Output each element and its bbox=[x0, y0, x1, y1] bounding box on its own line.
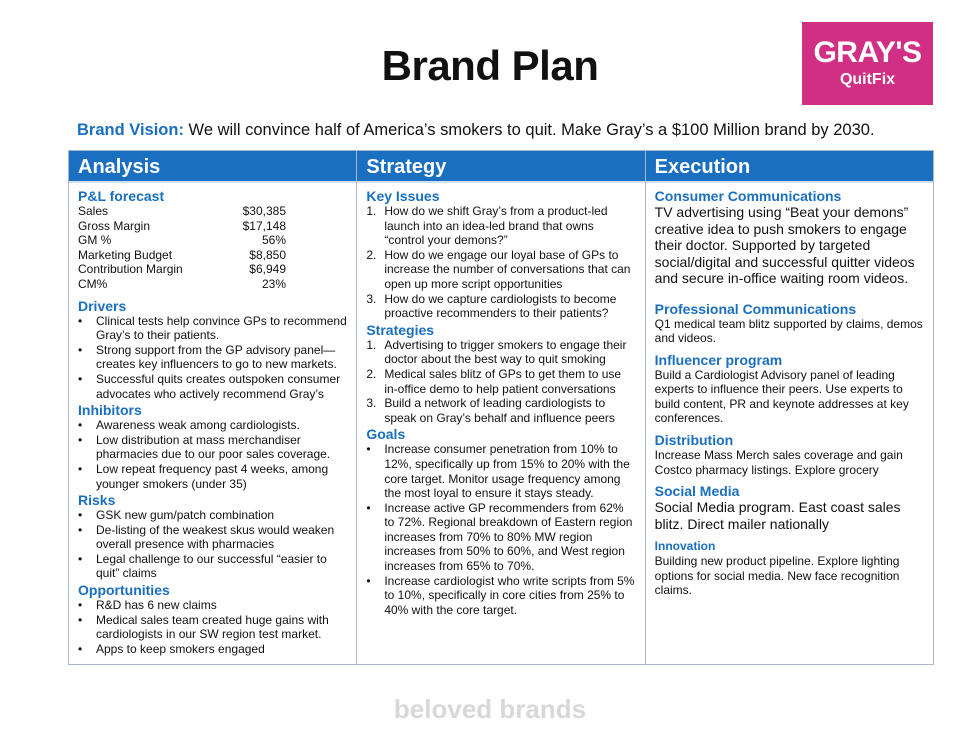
brand-vision-label: Brand Vision: bbox=[77, 121, 184, 139]
execution-heading: Professional Communications bbox=[654, 300, 857, 317]
execution-heading: Distribution bbox=[654, 432, 734, 449]
list-item bbox=[366, 248, 635, 292]
pl-row bbox=[78, 277, 347, 292]
item-number: 1. bbox=[366, 204, 377, 218]
logo-sub: QuitFix bbox=[839, 71, 896, 88]
goals-heading: Goals bbox=[366, 426, 406, 443]
page-title: Brand Plan bbox=[381, 42, 599, 89]
list-item bbox=[366, 442, 635, 500]
list-item bbox=[78, 552, 347, 581]
pl-row bbox=[78, 248, 347, 263]
pl-label: Sales bbox=[78, 204, 109, 218]
list-item-text: How do we engage our loyal base of GPs to increase the number of conversations that can open up more script opportunities bbox=[384, 247, 631, 291]
pl-row bbox=[78, 204, 347, 219]
list-item-text: Increase cardiologist who write scripts from 5% to 10%, specifically in core cities from 25% to 40% with the core target. bbox=[384, 573, 635, 617]
inhibitors-list bbox=[78, 418, 347, 491]
list-item-text: How do we capture cardiologists to become proactive recommenders to their patients? bbox=[384, 291, 617, 321]
pl-row bbox=[78, 233, 347, 248]
strategies-heading: Strategies bbox=[366, 321, 435, 338]
list-item-text: Low repeat frequency past 4 weeks, among younger smokers (under 35) bbox=[96, 461, 329, 491]
opportunities-heading: Opportunities bbox=[78, 582, 170, 599]
execution-heading: Innovation bbox=[654, 539, 716, 554]
list-item bbox=[78, 372, 347, 401]
pl-label: Contribution Margin bbox=[78, 262, 183, 277]
execution-text: Q1 medical team blitz supported by claims, demos and videos. bbox=[654, 316, 923, 346]
execution-heading: Consumer Communications bbox=[654, 188, 842, 204]
list-item bbox=[78, 418, 347, 433]
list-item-text: Successful quits creates outspoken consumer advocates who actively recommend Gray’s bbox=[96, 371, 341, 401]
execution-text: Building new product pipeline. Explore lighting options for social media. New face recognition claims. bbox=[654, 554, 900, 598]
item-number: 2. bbox=[366, 366, 377, 381]
list-item bbox=[366, 367, 635, 396]
grays-quitfix-logo bbox=[802, 22, 933, 105]
execution-header: Execution bbox=[646, 151, 933, 183]
list-item bbox=[78, 314, 347, 343]
pl-value: $17,148 bbox=[242, 218, 286, 233]
list-item-text: Clinical tests help convince GPs to recommend Gray’s to their patients. bbox=[96, 313, 347, 343]
list-item-text: Medical sales team created huge gains with cardiologists in our SW region test market. bbox=[96, 612, 329, 642]
pl-label: Gross Margin bbox=[78, 218, 151, 233]
list-item bbox=[366, 574, 635, 618]
inhibitors-heading: Inhibitors bbox=[78, 402, 142, 419]
list-item bbox=[78, 642, 347, 657]
list-item bbox=[78, 508, 347, 523]
list-item bbox=[366, 204, 635, 248]
brand-vision bbox=[77, 121, 875, 140]
list-item-text: De-listing of the weakest skus would weaken overall presence with pharmacies bbox=[96, 522, 335, 552]
pl-value: $6,949 bbox=[249, 262, 286, 277]
list-item-text: Medical sales blitz of GPs to get them to use in-office demo to help patient conversations bbox=[384, 366, 622, 396]
list-item bbox=[78, 433, 347, 462]
key-issues-list bbox=[366, 204, 635, 321]
risks-list bbox=[78, 508, 347, 581]
list-item-text: R&D has 6 new claims bbox=[96, 598, 217, 613]
logo-brand: GRAY'S bbox=[813, 36, 922, 69]
analysis-column bbox=[69, 151, 357, 664]
pl-label: Marketing Budget bbox=[78, 247, 173, 262]
list-item-text: GSK new gum/patch combination bbox=[96, 508, 275, 523]
list-item bbox=[78, 343, 347, 372]
strategy-column bbox=[357, 151, 645, 664]
list-item-text: Legal challenge to our successful “easier to quit” claims bbox=[96, 551, 327, 581]
list-item bbox=[78, 613, 347, 642]
pl-forecast-table bbox=[78, 204, 347, 292]
pl-label: CM% bbox=[78, 276, 108, 291]
list-item-text: Increase active GP recommenders from 62% to 72%. Regional breakdown of Eastern region increases from 70% to 80% MW region increases from 50% to 60%, and West region increases from 65% to 70%. bbox=[384, 500, 633, 574]
pl-value: 56% bbox=[261, 233, 286, 248]
list-item-text: Increase consumer penetration from 10% to 12%, specifically up from 15% to 20% with the core target. Monitor usage frequency among the most loyal to ensure it stays steady. bbox=[384, 442, 630, 501]
analysis-header: Analysis bbox=[69, 151, 356, 183]
pl-row bbox=[78, 219, 347, 234]
list-item bbox=[78, 598, 347, 613]
goals-list bbox=[366, 442, 635, 617]
execution-column bbox=[646, 151, 933, 664]
item-number: 2. bbox=[366, 247, 377, 262]
drivers-heading: Drivers bbox=[78, 297, 127, 314]
list-item-text: Strong support from the GP advisory panel—creates key influencers to go to new markets. bbox=[96, 342, 337, 372]
beloved-brands-watermark: beloved brands bbox=[393, 694, 587, 724]
key-issues-heading: Key Issues bbox=[366, 188, 440, 204]
list-item-text: Apps to keep smokers engaged bbox=[96, 641, 265, 656]
pl-forecast-heading: P&L forecast bbox=[78, 188, 165, 204]
pl-value: $8,850 bbox=[249, 247, 286, 262]
execution-heading: Influencer program bbox=[654, 351, 783, 368]
execution-text: Build a Cardiologist Advisory panel of leading experts to influence their peers. Use experts to build content, PR and keynote addresses at key conferences. bbox=[654, 367, 909, 426]
list-item bbox=[366, 501, 635, 574]
list-item-text: Awareness weak among cardiologists. bbox=[96, 418, 300, 433]
list-item-text: Low distribution at mass merchandiser pharmacies due to our poor sales coverage. bbox=[96, 432, 331, 462]
execution-text: TV advertising using “Beat your demons” creative idea to push smokers to engage their doctor. Supported by targeted social/digital and successful quitter videos and secure in-office waiting room videos. bbox=[654, 204, 915, 286]
execution-text: Increase Mass Merch sales coverage and gain Costco pharmacy listings. Explore grocery bbox=[654, 448, 903, 477]
risks-heading: Risks bbox=[78, 492, 116, 509]
list-item bbox=[78, 523, 347, 552]
pl-value: $30,385 bbox=[242, 204, 286, 218]
execution-heading: Social Media bbox=[654, 483, 740, 500]
strategy-header: Strategy bbox=[357, 151, 644, 183]
brand-plan-table bbox=[68, 150, 934, 665]
item-number: 3. bbox=[366, 396, 377, 411]
execution-text: Social Media program. East coast sales blitz. Direct mailer nationally bbox=[654, 499, 901, 532]
pl-row bbox=[78, 262, 347, 277]
list-item bbox=[366, 292, 635, 321]
brand-vision-text: We will convince half of America’s smokers to quit. Make Gray’s a $100 Million brand by 2030. bbox=[183, 121, 875, 139]
strategies-list bbox=[366, 338, 635, 426]
list-item bbox=[78, 462, 347, 491]
list-item bbox=[366, 396, 635, 425]
list-item bbox=[366, 338, 635, 367]
drivers-list bbox=[78, 314, 347, 402]
item-number: 1. bbox=[366, 337, 377, 352]
list-item-text: How do we shift Gray’s from a product-led launch into an idea-led brand that owns “control your demons?” bbox=[384, 204, 608, 248]
list-item-text: Advertising to trigger smokers to engage their doctor about the best way to quit smoking bbox=[384, 337, 627, 367]
pl-value: 23% bbox=[261, 276, 286, 291]
opportunities-list bbox=[78, 598, 347, 656]
item-number: 3. bbox=[366, 291, 377, 306]
pl-label: GM % bbox=[78, 233, 112, 248]
list-item-text: Build a network of leading cardiologists to speak on Gray’s behalf and influence peers bbox=[384, 396, 615, 425]
